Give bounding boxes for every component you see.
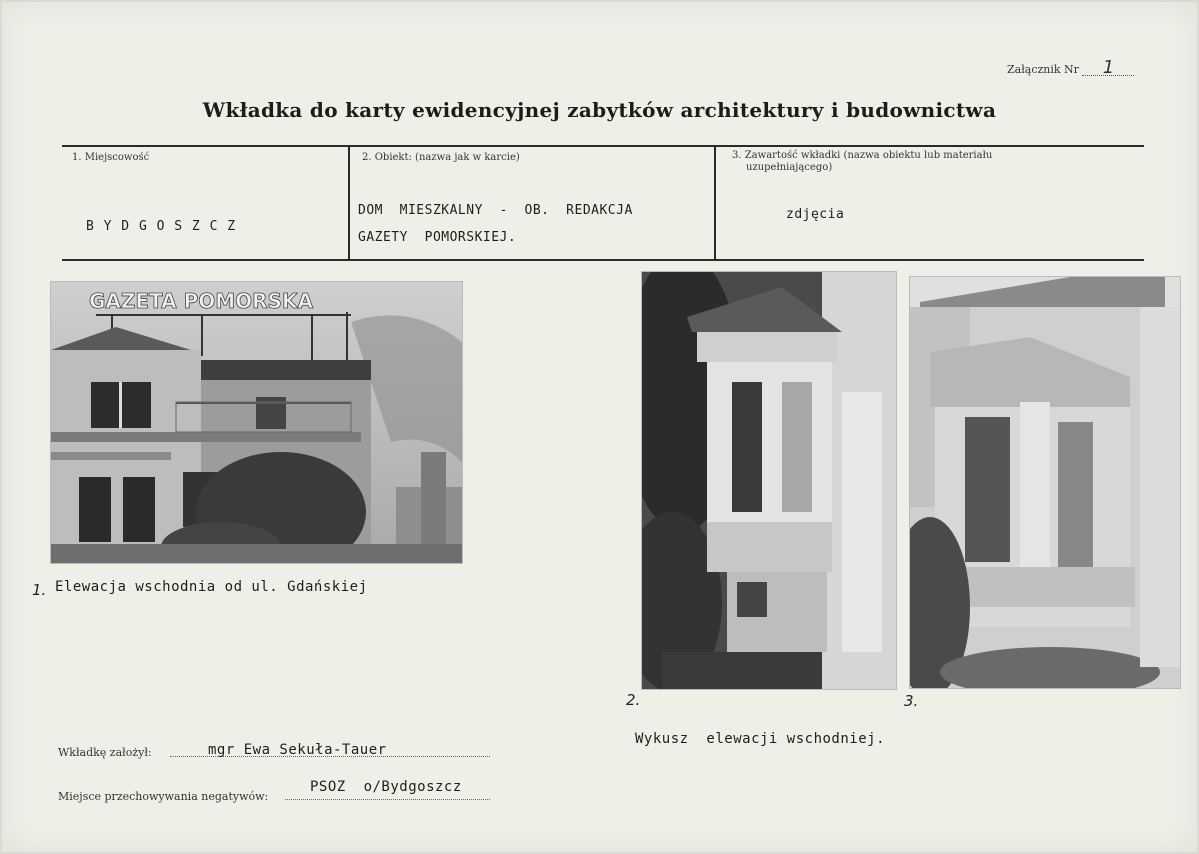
field-value-object-line1: DOM MIESZKALNY - OB. REDAKCJA	[358, 203, 633, 218]
photo-3-image	[910, 277, 1180, 688]
field-value-locality: B Y D G O S Z C Z	[86, 219, 237, 234]
annex-number: 1	[1082, 63, 1134, 76]
field-label-contents-line2: uzupełniającego)	[746, 162, 833, 173]
storage-value: PSOZ o/Bydgoszcz	[310, 779, 462, 795]
table-bottom-border	[62, 259, 1144, 261]
photo-1-caption: Elewacja wschodnia od ul. Gdańskiej	[55, 579, 368, 595]
field-value-object-line2: GAZETY POMORSKIEJ.	[358, 230, 517, 245]
annex-number-field	[1007, 57, 1134, 78]
photo-2-image	[642, 272, 896, 689]
page-title: Wkładka do karty ewidencyjnej zabytków architektury i budownictwa	[202, 98, 997, 122]
photos-2-3-caption: Wykusz elewacji wschodniej.	[635, 731, 886, 747]
table-divider-1	[348, 145, 350, 259]
photo-1-number: 1.	[32, 581, 47, 599]
author-label: Wkładkę założył:	[58, 746, 152, 759]
photo-3-number: 3.	[904, 692, 919, 710]
storage-underline	[285, 799, 490, 800]
table-top-border	[62, 145, 1144, 147]
photo-2-number: 2.	[626, 691, 641, 709]
field-value-contents: zdjęcia	[786, 207, 845, 222]
table-divider-2	[714, 145, 716, 259]
author-value: mgr Ewa Sekuła-Tauer	[208, 742, 387, 758]
field-label-locality: 1. Miejscowość	[72, 152, 150, 163]
photo-bay-window-2	[909, 276, 1181, 689]
photo-east-elevation	[50, 281, 463, 564]
photo-1-image	[51, 282, 462, 563]
field-label-contents-line1: 3. Zawartość wkładki (nazwa obiektu lub materiału	[732, 150, 993, 161]
annex-label: Załącznik Nr	[1007, 63, 1079, 76]
photo-bay-window-1	[641, 271, 897, 690]
photo-1-sign-text: GAZETA POMORSKA	[89, 289, 313, 313]
field-label-object: 2. Obiekt: (nazwa jak w karcie)	[362, 152, 520, 163]
storage-label: Miejsce przechowywania negatywów:	[58, 790, 269, 803]
